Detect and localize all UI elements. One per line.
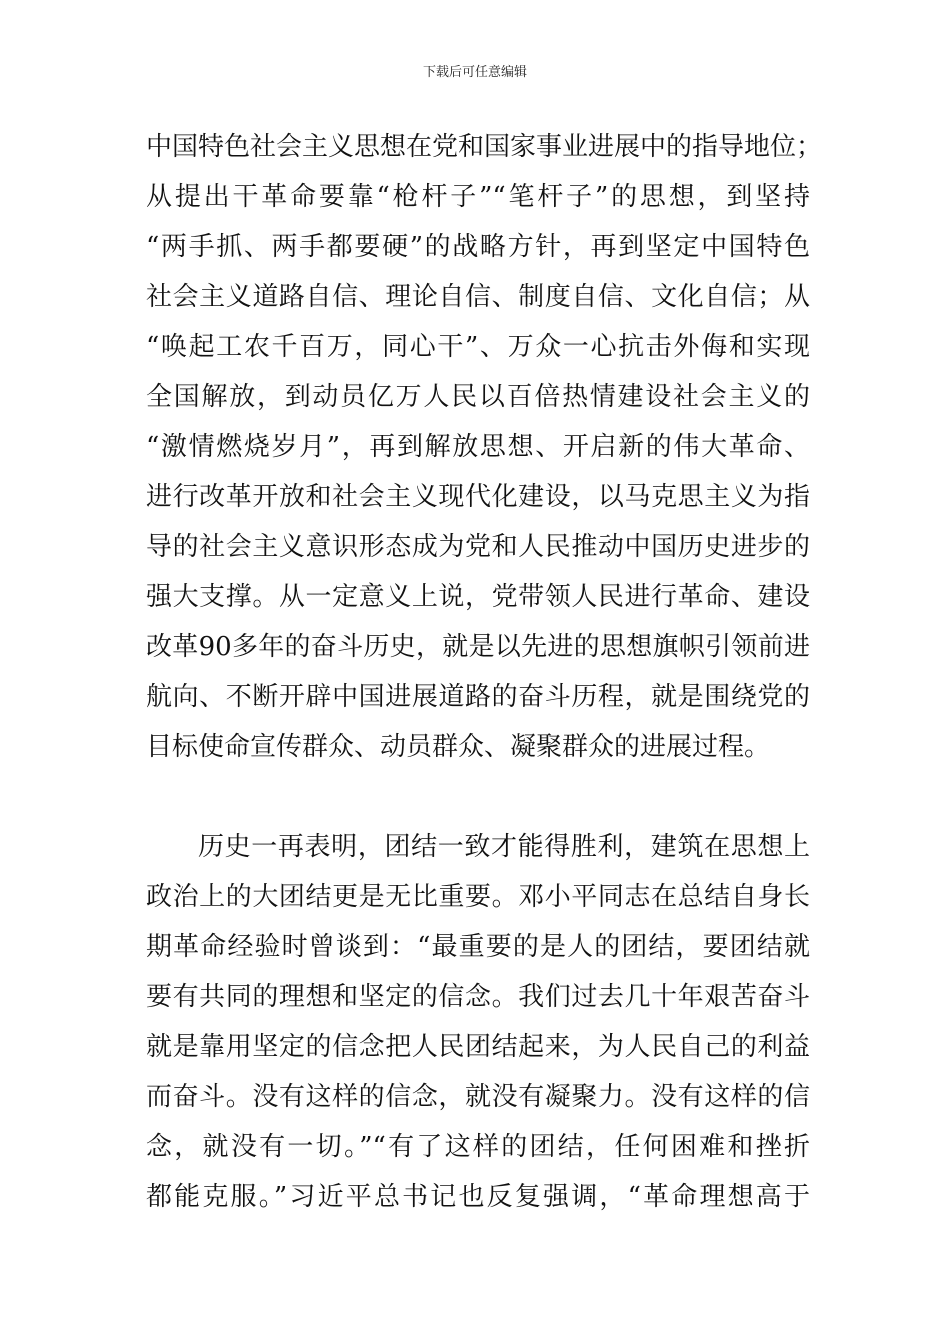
page-header: 下载后可任意编辑 (422, 65, 527, 80)
text-line: 导的社会主义意识形态成为党和人民推动中国历史进步的 (146, 532, 810, 562)
text-line: 目标使命宣传群众、动员群众、凝聚群众的进展过程。 (146, 732, 771, 762)
text-line: “激情燃烧岁月”，再到解放思想、开启新的伟大革命、 (146, 432, 810, 462)
text-line: 从提出干革命要靠“枪杆子”“笔杆子”的思想，到坚持 (146, 182, 810, 212)
text-line: “唤起工农千百万，同心干”、万众一心抗击外侮和实现 (146, 332, 810, 362)
text-line: 进行改革开放和社会主义现代化建设，以马克思主义为指 (146, 482, 810, 512)
paragraph-1 (146, 122, 823, 772)
text-line: 政治上的大团结更是无比重要。邓小平同志在总结自身长 (146, 882, 810, 912)
text-line: “两手抓、两手都要硬”的战略方针，再到坚定中国特色 (146, 232, 810, 262)
text-line: 全国解放，到动员亿万人民以百倍热情建设社会主义的 (146, 382, 810, 412)
text-line: 念，就没有一切。”“有了这样的团结，任何困难和挫折 (146, 1132, 810, 1162)
text-line: 期革命经验时曾谈到：“最重要的是人的团结，要团结就 (146, 932, 810, 962)
text-line: 要有共同的理想和坚定的信念。我们过去几十年艰苦奋斗 (146, 982, 810, 1012)
text-line: 社会主义道路自信、理论自信、制度自信、文化自信；从 (146, 282, 810, 312)
text-line: 航向、不断开辟中国进展道路的奋斗历程，就是围绕党的 (146, 682, 810, 712)
text-line: 而奋斗。没有这样的信念，就没有凝聚力。没有这样的信 (146, 1082, 810, 1112)
text-line: 都能克服。”习近平总书记也反复强调，“革命理想高于 (146, 1182, 810, 1212)
paragraph-2 (146, 822, 810, 1222)
text-line: 历史一再表明，团结一致才能得胜利，建筑在思想上 (198, 832, 810, 862)
text-line: 改革90多年的奋斗历史，就是以先进的思想旗帜引领前进 (146, 632, 810, 662)
text-line: 中国特色社会主义思想在党和国家事业进展中的指导地位； (146, 132, 823, 162)
text-line: 强大支撑。从一定意义上说，党带领人民进行革命、建设 (146, 582, 810, 612)
text-line: 就是靠用坚定的信念把人民团结起来，为人民自己的利益 (146, 1032, 810, 1062)
